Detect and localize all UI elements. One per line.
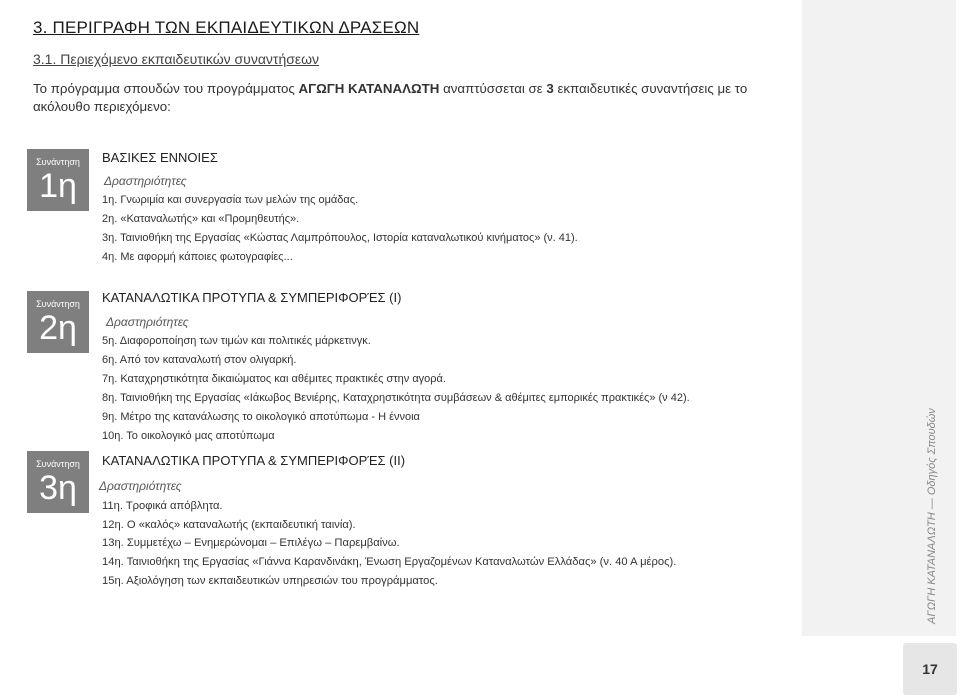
meeting-title-1: ΒΑΣΙΚΕΣ ΕΝΝΟΙΕΣ [102, 150, 218, 165]
activities-list-2 [102, 332, 690, 446]
intro-text-3: εκπαιδευτικές συναντήσεις με το ακόλουθο περιεχόμενο: [33, 81, 748, 114]
sidebar-title: ΑΓΩΓΗ ΚΑΤΑΝΑΛΩΤΗ — Οδηγός Σπουδών [926, 408, 938, 624]
list-item: 12η. Ο «καλός» καταναλωτής (εκπαιδευτική ταινία). [102, 518, 356, 531]
list-item: 2η. «Καταναλωτής» και «Προμηθευτής». [102, 213, 300, 225]
intro-text-2: αναπτύσσεται σε [439, 81, 547, 96]
list-item: 7η. Καταχρηστικότητα δικαιώματος και αθέμιτες πρακτικές στην αγορά. [102, 373, 446, 385]
list-item: 6η. Από τον καταναλωτή στον ολιγαρκή. [102, 354, 297, 366]
badge-label: Συνάντηση [36, 459, 80, 469]
list-item: 1η. Γνωριμία και συνεργασία των μελών της ομάδας. [102, 194, 359, 206]
list-item: 11η. Τροφικά απόβλητα. [102, 500, 223, 512]
badge-label: Συνάντηση [36, 299, 80, 309]
meeting-badge-2 [27, 291, 89, 353]
section-heading: 3. ΠΕΡΙΓΡΑΦΗ ΤΩΝ ΕΚΠΑΙΔΕΥΤΙΚΩΝ ΔΡΑΣΕΩΝ [33, 18, 420, 37]
intro-text-1: Το πρόγραμμα σπουδών του προγράμματος [33, 81, 299, 96]
badge-number: 1η [39, 167, 77, 205]
badge-number: 2η [39, 309, 77, 347]
activities-label-3: Δραστηριότητες [99, 479, 182, 493]
page-number: 17 [922, 661, 938, 677]
meeting-badge-1 [27, 149, 89, 211]
intro-count: 3 [546, 81, 554, 96]
badge-number: 3η [39, 469, 77, 507]
list-item: 4η. Με αφορμή κάποιες φωτογραφίες... [102, 251, 293, 263]
page-number-box [903, 643, 957, 695]
meeting-title-3: ΚΑΤΑΝΑΛΩΤΙΚΑ ΠΡΟΤΥΠΑ & ΣΥΜΠΕΡΙΦΟΡΈΣ (ΙΙ) [102, 453, 406, 468]
meeting-badge-3 [27, 451, 89, 513]
badge-label: Συνάντηση [36, 157, 80, 167]
list-item: 15η. Αξιολόγηση των εκπαιδευτικών υπηρεσιών του προγράμματος. [102, 574, 438, 587]
list-item: 9η. Μέτρο της κατανάλωσης το οικολογικό αποτύπωμα - Η έννοια [102, 411, 420, 423]
activities-label-1: Δραστηριότητες [104, 174, 187, 188]
activities-list-1 [102, 191, 578, 267]
list-item: 5η. Διαφοροποίηση των τιμών και πολιτικές μάρκετινγκ. [102, 335, 371, 347]
list-item: 8η. Ταινιοθήκη της Εργασίας «Ιάκωβος Βενιέρης, Καταχρηστικότητα συμβάσεων & αθέμιτες εμπορικές πρακτικές» (ν 42). [102, 392, 690, 404]
list-item: 10η. Το οικολογικό μας αποτύπωμα [102, 430, 275, 442]
list-item: 14η. Ταινιοθήκη της Εργασίας «Γιάννα Καρανδινάκη, Ένωση Εργαζομένων Καταναλωτών Ελλάδας» (ν. 40 Α μέρος). [102, 556, 677, 569]
list-item: 3η. Ταινιοθήκη της Εργασίας «Κώστας Λαμπρόπουλος, Ιστορία καταναλωτικού κινήματος» (ν. 41). [102, 232, 578, 244]
intro-program-name: ΑΓΩΓΗ ΚΑΤΑΝΑΛΩΤΗ [298, 81, 440, 96]
subsection-heading: 3.1. Περιεχόμενο εκπαιδευτικών συναντήσεων [33, 51, 320, 67]
activities-label-2: Δραστηριότητες [106, 315, 189, 329]
intro-paragraph [33, 80, 793, 116]
list-item: 13η. Συμμετέχω – Ενημερώνομαι – Επιλέγω – Παρεμβαίνω. [102, 537, 400, 550]
meeting-title-2: ΚΑΤΑΝΑΛΩΤΙΚΑ ΠΡΟΤΥΠΑ & ΣΥΜΠΕΡΙΦΟΡΈΣ (Ι) [102, 290, 402, 305]
activities-list-3 [102, 497, 676, 590]
